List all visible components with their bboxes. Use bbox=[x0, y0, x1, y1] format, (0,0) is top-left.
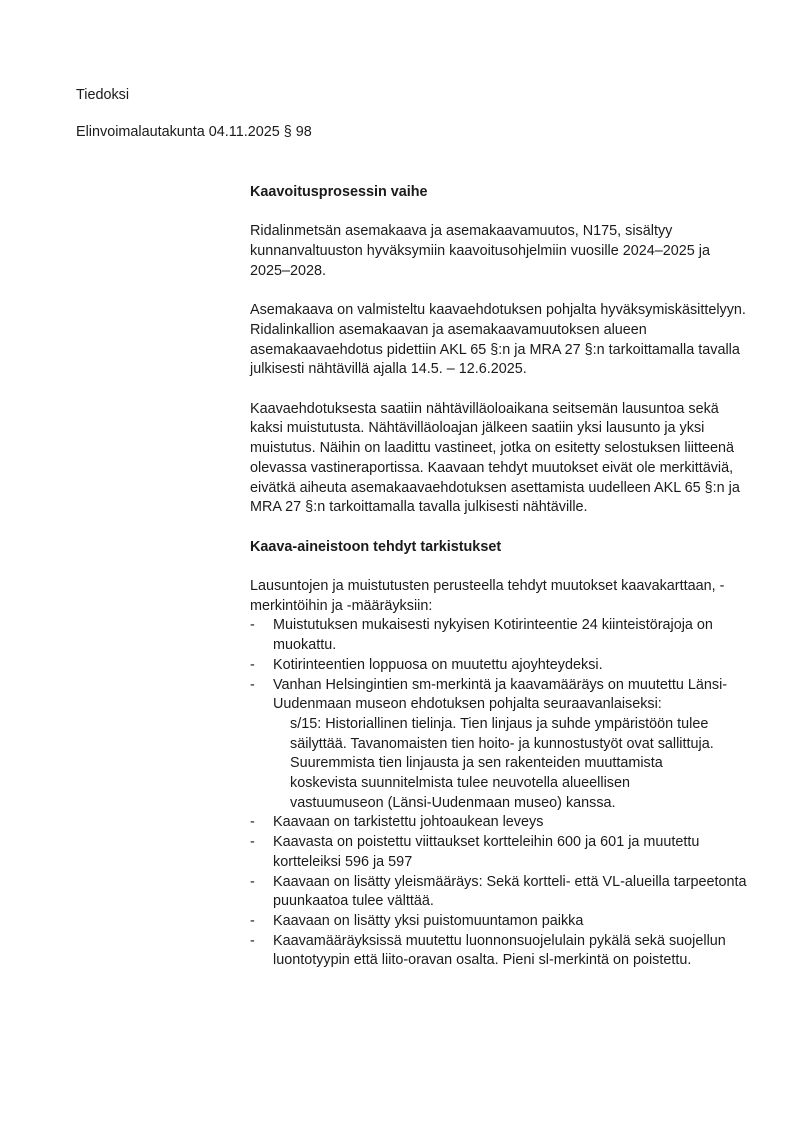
paragraph-list-intro: Lausuntojen ja muistutusten perusteella tehdyt muutokset kaavakarttaan, -merkintöihin ja -määräyksiin: bbox=[250, 577, 725, 614]
list-item-text: Kaavasta on poistettu viittaukset kortteleihin 600 ja 601 ja muutettu kortteleiksi 596 ja 597 bbox=[273, 834, 700, 870]
list-item bbox=[250, 833, 750, 872]
heading-kaava-aineistoon-tehdyt-tarkistukset: Kaava-aineistoon tehdyt tarkistukset bbox=[250, 538, 502, 555]
bullet-marker: - bbox=[250, 814, 255, 831]
list-item bbox=[250, 873, 750, 912]
change-list bbox=[250, 616, 750, 971]
list-item bbox=[250, 912, 750, 932]
list-item-sub-paragraph: s/15: Historiallinen tielinja. Tien linjaus ja suhde ympäristöön tulee säilyttää. Tavanomaisten tien hoito- ja kunnostustyöt ovat sallittuja. Suuremmista tien linjausta ja sen rakenteiden muuttamista koskevista suunnitelmista tulee neuvotella alueellisen vastuumuseon (Länsi-Uudenmaan museo) kanssa. bbox=[290, 715, 714, 811]
bullet-marker: - bbox=[250, 932, 255, 949]
list-item-text: Muistutuksen mukaisesti nykyisen Kotirinteentie 24 kiinteistörajoja on muokattu. bbox=[273, 617, 713, 654]
document-header bbox=[76, 86, 312, 142]
list-item bbox=[250, 656, 750, 676]
list-item bbox=[250, 813, 750, 833]
bullet-marker: - bbox=[250, 912, 255, 929]
list-item-text: Kaavaan on tarkistettu johtoaukean leveys bbox=[273, 814, 544, 831]
list-item-text: Vanhan Helsingintien sm-merkintä ja kaavamääräys on muutettu Länsi-Uudenmaan museon ehdotuksen pohjalta seuraavanlaiseksi: bbox=[273, 676, 728, 713]
list-item-text: Kaavamääräyksissä muutettu luonnonsuojelulain pykälä sekä suojellun luontotyypin että liito-oravan osalta. Pieni sl-merkintä on poistettu. bbox=[273, 932, 726, 969]
list-item-text: Kaavaan on lisätty yleismääräys: Sekä kortteli- että VL-alueilla tarpeetonta puunkaatoa tulee välttää. bbox=[273, 873, 747, 910]
bullet-marker: - bbox=[250, 656, 255, 673]
list-item-text: Kaavaan on lisätty yksi puistomuuntamon paikka bbox=[273, 912, 584, 929]
list-item bbox=[250, 616, 750, 655]
bullet-marker: - bbox=[250, 834, 255, 851]
heading-kaavoitusprosessin-vaihe: Kaavoitusprosessin vaihe bbox=[250, 184, 428, 200]
paragraph: Asemakaava on valmisteltu kaavaehdotuksen pohjalta hyväksymiskäsittelyyn. Ridalinkallion asemakaavan ja asemakaavamuutoksen alueen asemakaavaehdotus pidettiin AKL 65 §:n ja MRA 27 §:n tarkoittamalla tavalla julkisesti nähtävillä ajalla 14.5. – 12.6.2025. bbox=[250, 302, 746, 378]
list-item-text: Kotirinteentien loppuosa on muutettu ajoyhteydeksi. bbox=[273, 656, 603, 673]
document-body bbox=[250, 183, 750, 971]
bullet-marker: - bbox=[250, 617, 255, 634]
bullet-marker: - bbox=[250, 873, 255, 890]
committee-reference: Elinvoimalautakunta 04.11.2025 § 98 bbox=[76, 123, 312, 140]
note-label: Tiedoksi bbox=[76, 87, 130, 103]
bullet-marker: - bbox=[250, 676, 255, 693]
paragraph: Kaavaehdotuksesta saatiin nähtävilläoloaikana seitsemän lausuntoa sekä kaksi muistutusta. Nähtävilläoloajan jälkeen saatiin yksi lausunto ja yksi muistutus. Näihin on laadittu vastineet, jotka on esitetty selostuksen liitteenä olevassa vastineraportissa. Kaavaan tehdyt muutokset eivät ole merkittäviä, eivätkä aiheuta asemakaavaehdotuksen asettamista uudelleen AKL 65 §:n ja MRA 27 §:n tarkoittamalla tavalla julkisesti nähtäville. bbox=[250, 400, 740, 516]
paragraph: Ridalinmetsän asemakaava ja asemakaavamuutos, N175, sisältyy kunnanvaltuuston hyväksymiin kaavoitusohjelmiin vuosille 2024–2025 ja 2025–2028. bbox=[250, 223, 710, 279]
list-item bbox=[250, 932, 750, 971]
list-item bbox=[250, 676, 750, 715]
